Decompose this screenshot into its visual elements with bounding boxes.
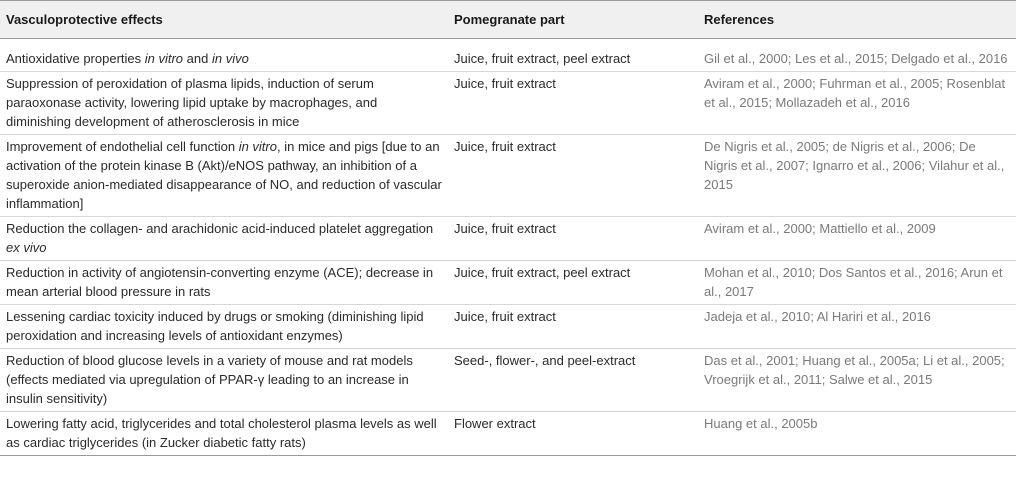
references-cell: De Nigris et al., 2005; de Nigris et al., 2006; De Nigris et al., 2007; Ignarro et al., 2006; Vilahur et al., 2015 xyxy=(704,139,1005,192)
references-cell: Jadeja et al., 2010; Al Hariri et al., 2016 xyxy=(704,309,931,324)
effect-text: Reduction of blood glucose levels in a variety of mouse and rat models (effects mediated via upregulation of PPAR-γ leading to an increase in insulin sensitivity) xyxy=(6,353,413,406)
table-row xyxy=(0,349,1016,412)
effect-text: Lessening cardiac toxicity induced by drugs or smoking (diminishing lipid peroxidation and increasing levels of antioxidant enzymes) xyxy=(6,309,424,343)
references-cell: Gil et al., 2000; Les et al., 2015; Delgado et al., 2016 xyxy=(704,51,1008,66)
pomegranate-part-cell: Juice, fruit extract, peel extract xyxy=(454,51,631,66)
effect-text: , in mice and pigs [due to an activation of the protein kinase B (Akt)/eNOS pathway, an inhibition of a superoxide anion-mediated disappearance of NO, and reduction of vascular inflammation] xyxy=(6,139,442,211)
effect-cell xyxy=(0,72,448,135)
effect-cell xyxy=(0,349,448,412)
header-effects: Vasculoprotective effects xyxy=(0,1,448,39)
pomegranate-part-cell: Juice, fruit extract xyxy=(454,139,556,154)
header-pomegranate-part: Pomegranate part xyxy=(448,1,698,39)
table-row xyxy=(0,72,1016,135)
pomegranate-part-cell: Juice, fruit extract xyxy=(454,76,556,91)
pomegranate-part-cell: Juice, fruit extract xyxy=(454,309,556,324)
effect-text: Lowering fatty acid, triglycerides and total cholesterol plasma levels as well as cardiac triglycerides (in Zucker diabetic fatty rats) xyxy=(6,416,437,450)
effect-italic-text: in vitro xyxy=(144,51,184,66)
table-row xyxy=(0,39,1016,72)
effect-text: Reduction in activity of angiotensin-converting enzyme (ACE); decrease in mean arterial blood pressure in rats xyxy=(6,265,434,299)
effect-cell xyxy=(0,261,448,305)
effect-italic-text: ex vivo xyxy=(6,240,47,255)
header-row xyxy=(0,1,1016,39)
table-row xyxy=(0,135,1016,217)
references-cell: Aviram et al., 2000; Fuhrman et al., 2005; Rosenblat et al., 2015; Mollazadeh et al., 2016 xyxy=(704,76,1006,110)
pomegranate-part-cell: Juice, fruit extract, peel extract xyxy=(454,265,631,280)
references-cell: Das et al., 2001; Huang et al., 2005a; Li et al., 2005; Vroegrijk et al., 2011; Salwe et al., 2015 xyxy=(704,353,1005,387)
effect-cell xyxy=(0,217,448,261)
effect-text: Improvement of endothelial cell function xyxy=(6,139,239,154)
effect-text: Antioxidative properties xyxy=(6,51,145,66)
effect-text: and xyxy=(183,51,212,66)
effect-cell xyxy=(0,135,448,217)
effect-italic-text: in vitro xyxy=(238,139,277,154)
effect-cell xyxy=(0,412,448,456)
effect-italic-text: in vivo xyxy=(211,51,249,66)
pomegranate-part-cell: Seed-, flower-, and peel-extract xyxy=(454,353,636,368)
table-row xyxy=(0,217,1016,261)
table-row xyxy=(0,412,1016,456)
table-row xyxy=(0,305,1016,349)
effect-cell xyxy=(0,305,448,349)
effect-text: Reduction the collagen- and arachidonic acid-induced platelet aggregation xyxy=(6,221,434,236)
references-cell: Aviram et al., 2000; Mattiello et al., 2009 xyxy=(704,221,936,236)
header-references: References xyxy=(698,1,1016,39)
references-cell: Huang et al., 2005b xyxy=(704,416,818,431)
effect-cell xyxy=(0,39,448,72)
effect-text: Suppression of peroxidation of plasma lipids, induction of serum paraoxonase activity, lowering lipid uptake by macrophages, and diminishing development of atherosclerosis in mice xyxy=(6,76,378,129)
pomegranate-part-cell: Juice, fruit extract xyxy=(454,221,556,236)
table-row xyxy=(0,261,1016,305)
references-cell: Mohan et al., 2010; Dos Santos et al., 2016; Arun et al., 2017 xyxy=(704,265,1003,299)
pomegranate-part-cell: Flower extract xyxy=(454,416,536,431)
